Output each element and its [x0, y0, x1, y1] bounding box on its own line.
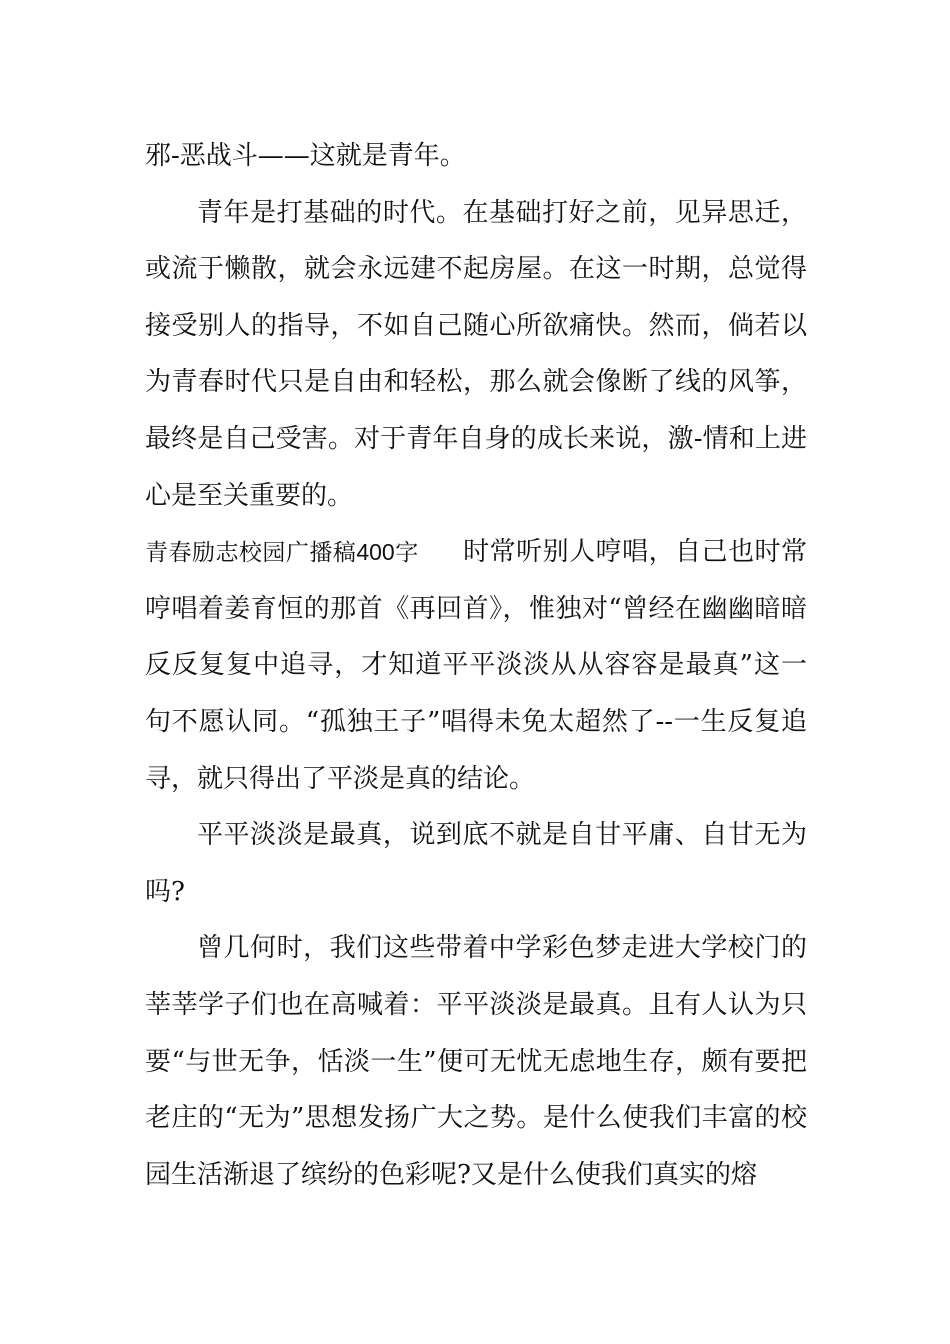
paragraph-1	[145, 128, 807, 185]
paragraph-1-text: 邪-恶战斗——这就是青年。	[145, 141, 466, 171]
paragraph-3-text: 时常听别人哼唱，自己也时常哼唱着姜育恒的那首《再回首》，惟独对“曾经在幽幽暗暗反反复复中追寻，才知道平平淡淡从从容容是最真”这一句不愿认同。“孤独王子”唱得未免太超然了--一生反复追寻，就只得出了平淡是真的结论。	[145, 537, 807, 794]
paragraph-2-text: 青年是打基础的时代。在基础打好之前，见异思迁，或流于懒散，就会永远建不起房屋。在这一时期，总觉得接受别人的指导，不如自己随心所欲痛快。然而，倘若以为青春时代只是自由和轻松，那么就会像断了线的风筝，最终是自己受害。对于青年自身的成长来说，激-情和上进心是至关重要的。	[145, 197, 807, 511]
paragraph-4	[145, 807, 807, 920]
paragraph-5	[145, 920, 807, 1203]
section-heading: 青春励志校园广播稿400字	[145, 539, 419, 566]
paragraph-2	[145, 185, 807, 525]
document-body	[145, 128, 807, 1203]
paragraph-4-text: 平平淡淡是最真，说到底不就是自甘平庸、自甘无为吗?	[145, 820, 807, 907]
paragraph-3	[145, 524, 807, 807]
paragraph-5-text: 曾几何时，我们这些带着中学彩色梦走进大学校门的莘莘学子们也在高喊着：平平淡淡是最真。且有人认为只要“与世无争，恬淡一生”便可无忧无虑地生存，颇有要把老庄的“无为”思想发扬广大之势。是什么使我们丰富的校园生活渐退了缤纷的色彩呢?又是什么使我们真实的熔	[145, 933, 807, 1190]
